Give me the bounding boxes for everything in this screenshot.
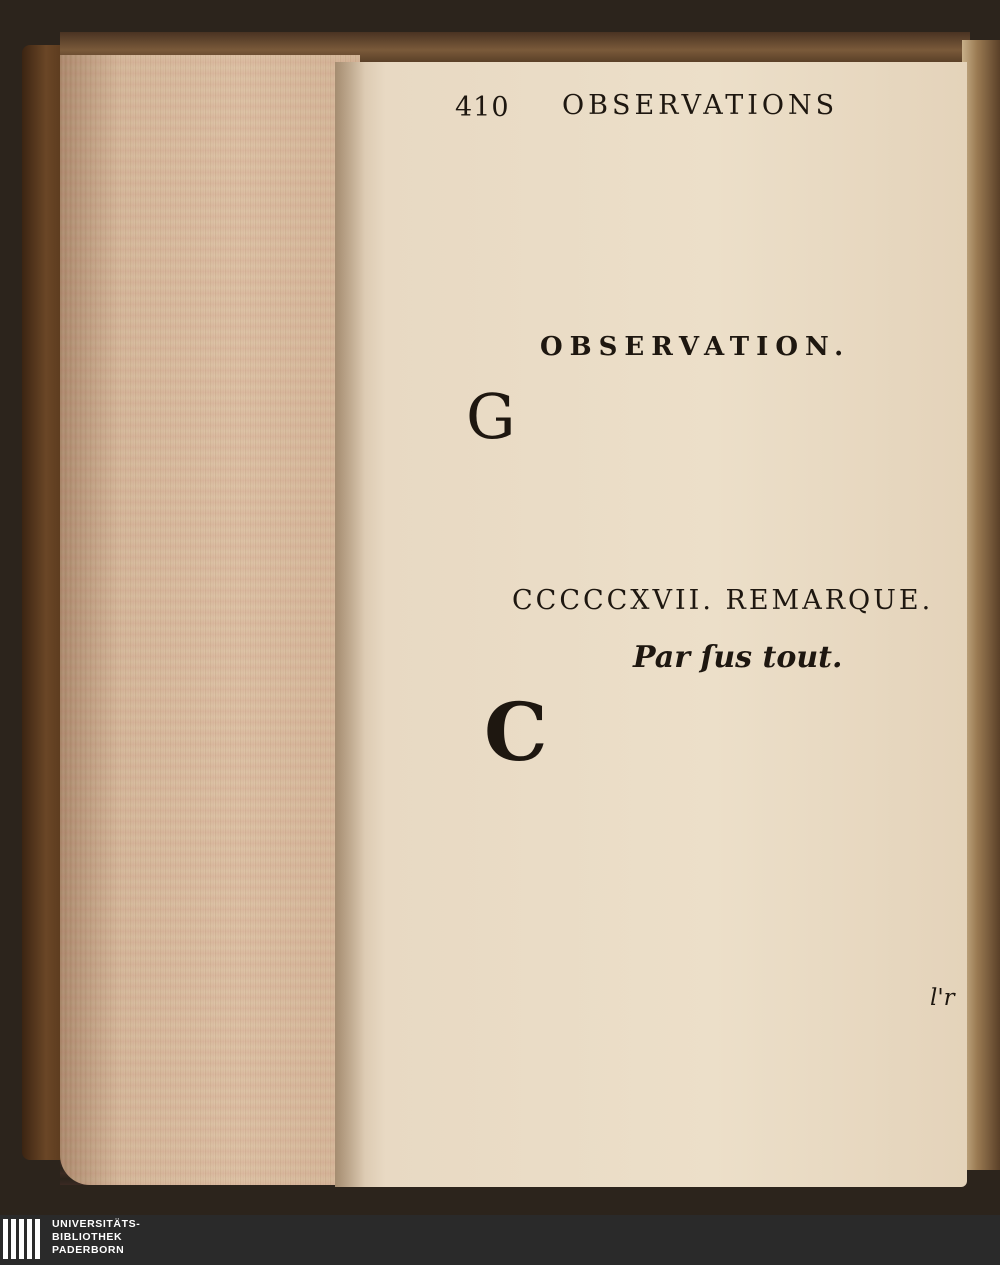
catchword: l'r — [930, 985, 955, 1011]
library-logo-icon — [0, 1219, 47, 1259]
observation-title: OBSERVATION. — [540, 332, 851, 362]
book-page — [335, 62, 967, 1187]
observation-dropcap: G — [466, 380, 516, 453]
running-title: OBSERVATIONS — [562, 90, 839, 121]
library-name-line2: BIBLIOTHEK — [52, 1231, 123, 1243]
library-name-line1: UNIVERSITÄTS- — [52, 1218, 141, 1230]
library-footer — [0, 1215, 1000, 1265]
remarque-subtitle: Par ſus tout. — [633, 640, 843, 675]
page-edges — [60, 55, 360, 1185]
library-name-line3: PADERBORN — [52, 1244, 125, 1256]
page-number: 410 — [455, 92, 510, 123]
remarque-title: CCCCCXVII. REMARQUE. — [512, 585, 934, 616]
gutter-shadow — [335, 62, 365, 1187]
remarque-dropcap: C — [484, 685, 548, 779]
book-cover-right — [962, 40, 1000, 1170]
